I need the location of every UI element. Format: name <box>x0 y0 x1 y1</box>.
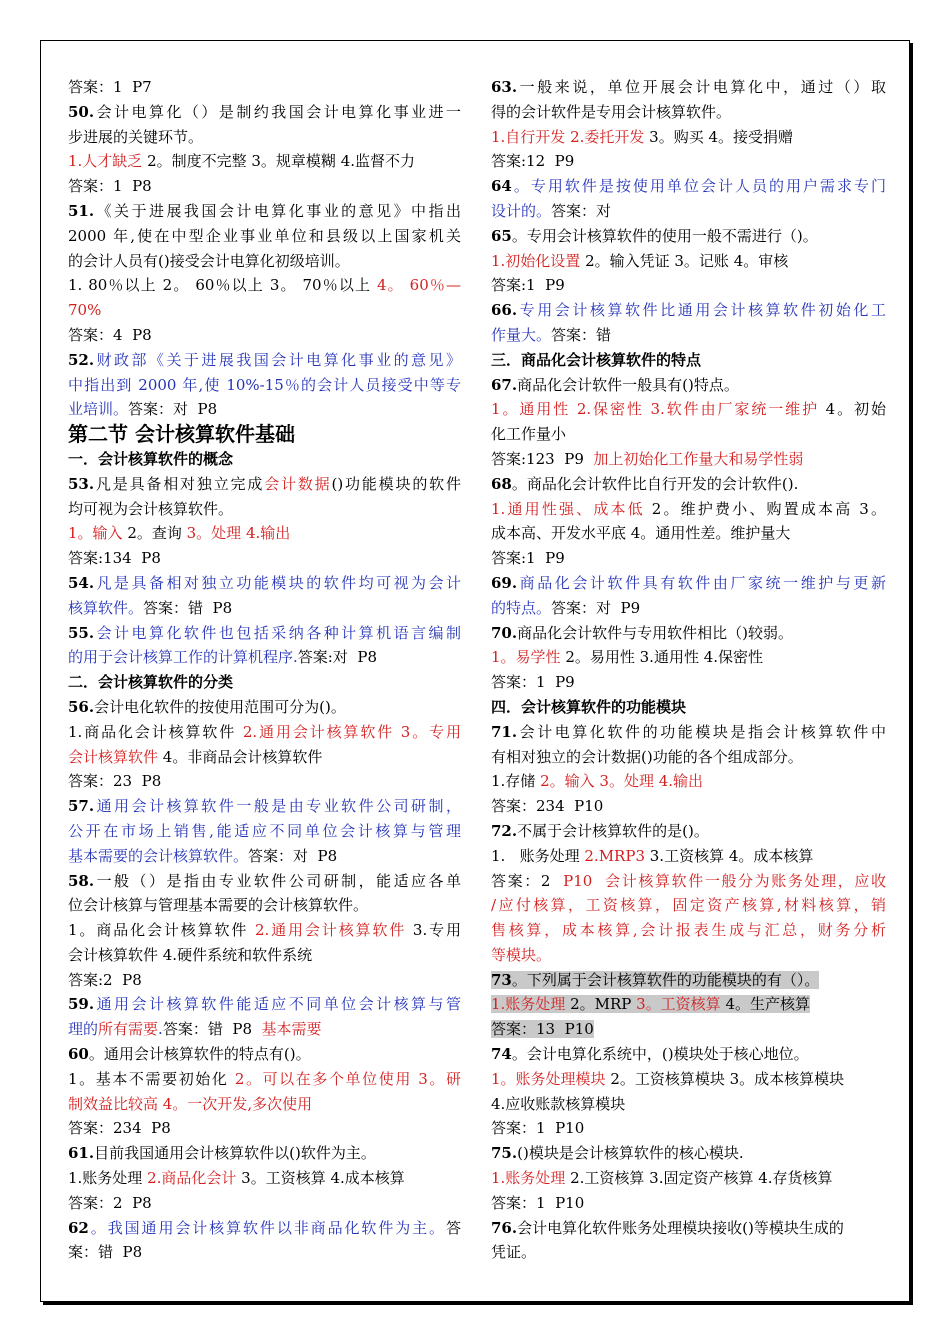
text-line <box>491 174 886 199</box>
text-run: 答案：错 P8 <box>162 1020 262 1039</box>
text-run: 2.工资核算 3.固定资产核算 4.存货核算 <box>565 1169 833 1188</box>
text-line <box>491 1166 886 1191</box>
answer-text: 加上初始化工作量大和易学性弱 <box>593 449 804 468</box>
answer-text: 制效益比较高 4。一次开发,多次使用 <box>68 1094 313 1113</box>
text-run: 答案：对 P8 <box>128 400 218 419</box>
text-line <box>68 472 461 497</box>
question-number: 73 <box>491 970 512 989</box>
text-line <box>68 249 461 274</box>
statement-text: 凡是具备相对独立功能模块的软件均可视为会计 <box>94 573 461 592</box>
answer-text: 1.自行开发 2.委托开发 <box>491 127 645 146</box>
question-number: 57. <box>68 797 95 816</box>
text-line <box>68 943 461 968</box>
question-number: 60 <box>68 1045 89 1064</box>
question-number: 76. <box>491 1218 518 1237</box>
text-line <box>491 249 886 274</box>
text-line <box>68 273 461 298</box>
text-line <box>68 720 461 745</box>
text-run: 答案:2 P8 <box>68 970 142 989</box>
text-line <box>68 174 461 199</box>
text-line <box>68 992 461 1017</box>
text-line <box>491 472 886 497</box>
text-run: 答案：错 <box>551 325 612 344</box>
text-line <box>491 1042 886 1067</box>
text-line <box>491 75 886 100</box>
answer-text: 1.人才缺乏 <box>68 152 143 171</box>
subsection-heading <box>68 670 461 695</box>
text-line <box>68 893 461 918</box>
text-line <box>68 149 461 174</box>
text-run: 一般来说，单位开展会计电算化中，通过（）取 <box>517 78 886 96</box>
text-line <box>68 819 461 844</box>
text-line <box>491 273 886 298</box>
text-line <box>491 893 886 918</box>
answer-text: 3。工资核算 <box>636 995 721 1014</box>
text-line <box>491 1240 886 1265</box>
text-line <box>68 769 461 794</box>
text-run: 2。维护费小、购置成本高 3。 <box>644 499 886 518</box>
text-line <box>68 1191 461 1216</box>
text-run: 4。生产核算 <box>720 995 810 1014</box>
answer-text: 1.通用性强、成本低 <box>491 499 645 518</box>
text-line <box>68 323 461 348</box>
text-line <box>491 1116 886 1141</box>
text-run: 会计电化软件的按使用范围可分为()。 <box>94 697 346 716</box>
question-number: 54. <box>68 573 95 592</box>
text-run: 。下列属于会计核算软件的功能模块的有（）。 <box>511 970 820 989</box>
text-line <box>491 794 886 819</box>
text-line <box>68 571 461 596</box>
text-run: 答案：2 <box>491 871 564 890</box>
text-run: 。通用会计核算软件的特点有()。 <box>88 1045 311 1064</box>
text-run: 会计电算化（）是制约我国会计电算化事业进一 <box>94 102 461 121</box>
text-run: 一般（）是指由专业软件公司研制，能适应各单 <box>94 871 461 890</box>
text-line <box>491 224 886 249</box>
question-number: 67. <box>491 375 518 394</box>
text-line <box>491 571 886 596</box>
question-number: 56. <box>68 697 95 716</box>
answer-text: 所有需要 <box>98 1020 159 1039</box>
text-run: 答案：对 P8 <box>248 846 338 865</box>
question-number: 62 <box>68 1218 89 1237</box>
text-line <box>68 794 461 819</box>
text-run: 答案:134 P8 <box>68 549 161 568</box>
answer-text: 1.初始化设置 <box>491 251 581 270</box>
text-run: 化工作量小 <box>491 425 567 444</box>
text-line <box>491 1017 886 1042</box>
text-line <box>68 1216 461 1241</box>
text-line <box>491 968 886 993</box>
text-line <box>68 75 461 100</box>
text-line <box>491 745 886 770</box>
text-run: 会计电算化软件账务处理模块接收()等模块生成的 <box>517 1218 844 1237</box>
text-line <box>68 125 461 150</box>
text-run: 答 <box>445 1218 461 1237</box>
text-run: 3.专用 <box>406 921 461 940</box>
text-line <box>68 1240 461 1265</box>
answer-text: 1。易学性 <box>491 648 561 667</box>
highlighted-text <box>491 995 810 1013</box>
statement-text: 的用于会计核算工作的计算机程序. <box>68 648 298 667</box>
question-number: 72. <box>491 821 518 840</box>
text-run: 答案：1 P10 <box>491 1119 585 1138</box>
text-run: 得的会计软件是专用会计核算软件。 <box>491 102 732 121</box>
text-line <box>68 695 461 720</box>
subsection-heading <box>68 447 461 472</box>
text-run: 答案：1 P8 <box>68 177 152 196</box>
text-run: 商品化会计软件一般具有()特点。 <box>517 375 739 394</box>
answer-text: 1。输入 <box>68 524 123 543</box>
text-line <box>491 943 886 968</box>
text-line <box>491 645 886 670</box>
text-run: 步进展的关键环节。 <box>68 127 204 146</box>
answer-text: 4。 60％— <box>376 276 461 295</box>
text-run: 。商品化会计软件比自行开发的会计软件(). <box>511 474 799 493</box>
text-run: 《关于进展我国会计电算化事业的意见》中指出 <box>94 201 461 220</box>
question-number: 74 <box>491 1045 512 1064</box>
text-run: 会计核算软件 4.硬件系统和软件系统 <box>68 945 313 964</box>
text-run: 4。非商品会计核算软件 <box>158 747 323 766</box>
text-run: 目前我国通用会计核算软件以()软件为主。 <box>94 1144 376 1163</box>
text-line <box>491 199 886 224</box>
text-line <box>68 918 461 943</box>
text-line <box>68 298 461 323</box>
text-line <box>491 397 886 422</box>
statement-text: 专用会计核算软件比通用会计核算软件初始化工 <box>517 301 886 320</box>
question-number: 70. <box>491 623 518 642</box>
text-run: ()模块是会计核算软件的核心模块. <box>517 1144 744 1163</box>
statement-text: 的特点。 <box>491 598 552 617</box>
text-line <box>491 621 886 646</box>
answer-text: 基本需要 <box>261 1020 322 1039</box>
text-run: 答案：1 P9 <box>491 673 575 692</box>
text-run: 1。基本不需要初始化 <box>68 1069 235 1088</box>
text-run: 答案：23 P8 <box>68 772 162 791</box>
text-run: 。会计电算化系统中，()模块处于核心地位。 <box>511 1045 809 1064</box>
text-line <box>491 447 886 472</box>
text-line <box>68 199 461 224</box>
answer-text: 3。处理 4.输出 <box>186 524 291 543</box>
text-run: 2。输入凭证 3。记账 4。审核 <box>580 251 789 270</box>
text-run: 成本高、开发水平底 4。通用性差。维护量大 <box>491 524 791 543</box>
text-run: 答案:123 P9 <box>491 449 594 468</box>
text-run: 1。商品化会计核算软件 <box>68 921 255 940</box>
text-run: 答案:对 P8 <box>297 648 378 667</box>
text-run: 2000 年,使在中型企业事业单位和县级以上国家机关 <box>68 226 461 245</box>
text-run: 二．会计核算软件的分类 <box>68 673 234 692</box>
text-line <box>491 521 886 546</box>
text-run: 答案：2 P8 <box>68 1193 152 1212</box>
text-run: 2。易用性 3.通用性 4.保密性 <box>560 648 764 667</box>
text-line <box>491 869 886 894</box>
statement-text: 设计的。 <box>491 201 552 220</box>
text-line <box>68 844 461 869</box>
text-run: 1.存储 <box>491 772 541 791</box>
text-line <box>68 100 461 125</box>
subsection-heading <box>491 348 886 373</box>
statement-text: 。专用软件是按使用单位会计人员的用户需求专门 <box>511 177 886 196</box>
text-line <box>68 397 461 422</box>
text-line <box>68 348 461 373</box>
question-number: 63. <box>491 78 518 96</box>
answer-text: 售核算，成本核算,会计报表生成与汇总，财务分析 <box>491 921 886 940</box>
answer-text: 会计数据 <box>264 474 332 493</box>
text-line <box>68 1067 461 1092</box>
text-line <box>491 670 886 695</box>
text-run: 3.工资核算 4。成本核算 <box>645 846 814 865</box>
statement-text: 核算软件。 <box>68 598 144 617</box>
text-run: 4。初始 <box>819 400 886 419</box>
document-page <box>40 40 910 1302</box>
text-line <box>68 621 461 646</box>
question-number: 51. <box>68 201 95 220</box>
text-run: 1. 账务处理 <box>491 846 585 865</box>
question-number: 58. <box>68 871 95 890</box>
text-line <box>68 546 461 571</box>
text-line <box>68 1116 461 1141</box>
text-run: 均可视为会计核算软件。 <box>68 499 234 518</box>
statement-text: 商品化会计软件具有软件由厂家统一维护与更新 <box>517 573 886 592</box>
text-run: 2。查询 <box>122 524 187 543</box>
text-run: 答案：13 P10 <box>491 1020 594 1039</box>
text-run: 答案：1 P7 <box>68 78 152 96</box>
question-number: 75. <box>491 1144 518 1163</box>
text-run: 第二节 会计核算软件基础 <box>68 422 295 447</box>
text-line <box>491 298 886 323</box>
answer-text: 1.账务处理 <box>491 1169 566 1188</box>
answer-text: P10 会计核算软件一般分为账务处理，应收 <box>563 871 886 890</box>
text-run: 四．会计核算软件的功能模块 <box>491 697 687 716</box>
answer-text: 2.商品化会计 <box>147 1169 237 1188</box>
text-run: 答案：错 P8 <box>143 598 233 617</box>
text-run: 。专用会计核算软件的使用一般不需进行（)。 <box>511 226 818 245</box>
statement-text: 中指出到 2000 年,使 10%-15％的会计人员接受中等专 <box>68 375 461 394</box>
text-line <box>491 422 886 447</box>
text-run: 凭证。 <box>491 1243 537 1262</box>
text-run: 答案：对 <box>551 201 612 220</box>
text-line <box>68 1042 461 1067</box>
section-heading <box>68 422 461 447</box>
statement-text: 会计电算化软件也包括采纳各种计算机语言编制 <box>94 623 461 642</box>
text-run: 2。制度不完整 3。规章模糊 4.监督不力 <box>142 152 416 171</box>
text-line <box>68 497 461 522</box>
highlighted-text <box>491 1020 594 1038</box>
text-run: 位会计核算与管理基本需要的会计核算软件。 <box>68 896 369 915</box>
text-line <box>491 100 886 125</box>
text-line <box>491 918 886 943</box>
statement-text: 理的 <box>68 1020 99 1039</box>
question-number: 53. <box>68 474 95 493</box>
statement-text: 业培训。 <box>68 400 129 419</box>
text-line <box>491 596 886 621</box>
text-run: 2。MRP <box>565 995 637 1014</box>
statement-text: 财政部《关于进展我国会计电算化事业的意见》 <box>94 350 461 369</box>
text-line <box>68 521 461 546</box>
text-run: 答案:12 P9 <box>491 152 575 171</box>
statement-text: 通用会计核算软件一般是由专业软件公司研制， <box>94 797 461 816</box>
text-line <box>491 1141 886 1166</box>
text-run: 1.账务处理 <box>68 1169 148 1188</box>
text-run: 会计电算化软件的功能模块是指会计核算软件中 <box>517 722 886 741</box>
answer-text: 2.MRP3 <box>584 846 645 865</box>
answer-text: 70% <box>68 301 102 320</box>
text-line <box>491 125 886 150</box>
text-line <box>68 224 461 249</box>
subsection-heading <box>491 695 886 720</box>
answer-text: 2.通用会计核算软件 <box>254 921 407 940</box>
text-line <box>68 645 461 670</box>
text-run: 答案：1 P10 <box>491 1193 585 1212</box>
text-run: ()功能模块的软件 <box>331 474 461 493</box>
text-run: 三．商品化会计核算软件的特点 <box>491 350 702 369</box>
answer-text: 1。通用性 2.保密性 3.软件由厂家统一维护 <box>491 400 819 419</box>
question-number: 55. <box>68 623 95 642</box>
highlighted-text <box>491 971 819 989</box>
text-line <box>491 497 886 522</box>
text-line <box>491 720 886 745</box>
text-line <box>491 1092 886 1117</box>
text-run: 1. 80％以上 2。 60％以上 3。 70％以上 <box>68 276 377 295</box>
text-run: 答案：4 P8 <box>68 325 152 344</box>
text-line <box>68 1017 461 1042</box>
text-run: 答案:1 P9 <box>491 276 565 295</box>
answer-text: 会计核算软件 <box>68 747 159 766</box>
statement-text: 公开在市场上销售,能适应不同单位会计核算与管理 <box>68 821 461 840</box>
text-line <box>491 323 886 348</box>
text-run: 答案:1 P9 <box>491 549 565 568</box>
question-number: 66. <box>491 301 518 320</box>
answer-text: 1.账务处理 <box>491 995 566 1014</box>
answer-text: 2.通用会计核算软件 3。专用 <box>242 722 461 741</box>
question-number: 68 <box>491 474 512 493</box>
statement-text: 通用会计核算软件能适应不同单位会计核算与管 <box>94 995 461 1014</box>
text-line <box>491 992 886 1017</box>
text-run: 有相对独立的会计数据()功能的各个组成部分。 <box>491 747 803 766</box>
answer-text: 1。账务处理模块 <box>491 1069 606 1088</box>
text-line <box>491 149 886 174</box>
text-line <box>491 1216 886 1241</box>
text-line <box>68 1166 461 1191</box>
text-run: 答案：对 P9 <box>551 598 641 617</box>
question-number: 52. <box>68 350 95 369</box>
text-run: 3。购买 4。接受捐赠 <box>644 127 794 146</box>
text-line <box>68 869 461 894</box>
text-run: 商品化会计软件与专用软件相比（)较弱。 <box>517 623 793 642</box>
question-number: 59. <box>68 995 95 1014</box>
question-number: 69. <box>491 573 518 592</box>
answer-text: /应付核算，工资核算，固定资产核算,材料核算，销 <box>491 896 886 915</box>
question-number: 61. <box>68 1144 95 1163</box>
text-line <box>68 968 461 993</box>
statement-text: 。我国通用会计核算软件以非商品化软件为主。 <box>88 1218 446 1237</box>
left-column <box>68 75 461 1265</box>
text-line <box>491 819 886 844</box>
text-line <box>491 1191 886 1216</box>
text-line <box>491 844 886 869</box>
question-number: 64 <box>491 177 512 196</box>
text-run: 案：错 P8 <box>68 1243 143 1262</box>
text-run: 2。工资核算模块 3。成本核算模块 <box>605 1069 845 1088</box>
right-column <box>491 75 886 1265</box>
answer-text: 2。输入 3。处理 4.输出 <box>540 772 704 791</box>
text-line <box>491 769 886 794</box>
text-run: 一．会计核算软件的概念 <box>68 449 234 468</box>
question-number: 65 <box>491 226 512 245</box>
statement-text: 作量大。 <box>491 325 552 344</box>
text-run: 答案：234 P10 <box>491 797 604 816</box>
answer-text: 等模块。 <box>491 945 552 964</box>
answer-text: 2。可以在多个单位使用 3。研 <box>234 1069 461 1088</box>
question-number: 71. <box>491 722 518 741</box>
text-line <box>68 596 461 621</box>
statement-text: 基本需要的会计核算软件。 <box>68 846 249 865</box>
text-line <box>68 1092 461 1117</box>
text-line <box>68 745 461 770</box>
text-run: 1.商品化会计核算软件 <box>68 722 243 741</box>
text-run: 3。工资核算 4.成本核算 <box>236 1169 405 1188</box>
text-run: 的会计人员有()接受会计电算化初级培训。 <box>68 251 350 270</box>
text-line <box>68 1141 461 1166</box>
text-line <box>491 1067 886 1092</box>
text-line <box>491 546 886 571</box>
text-run: 凡是具备相对独立完成 <box>94 474 265 493</box>
statement-text: . <box>158 1020 163 1039</box>
text-line <box>491 373 886 398</box>
text-run: 不属于会计核算软件的是()。 <box>517 821 709 840</box>
text-run: 答案：234 P8 <box>68 1119 171 1138</box>
question-number: 50. <box>68 102 95 121</box>
text-line <box>68 373 461 398</box>
text-run: 4.应收账款核算模块 <box>491 1094 626 1113</box>
